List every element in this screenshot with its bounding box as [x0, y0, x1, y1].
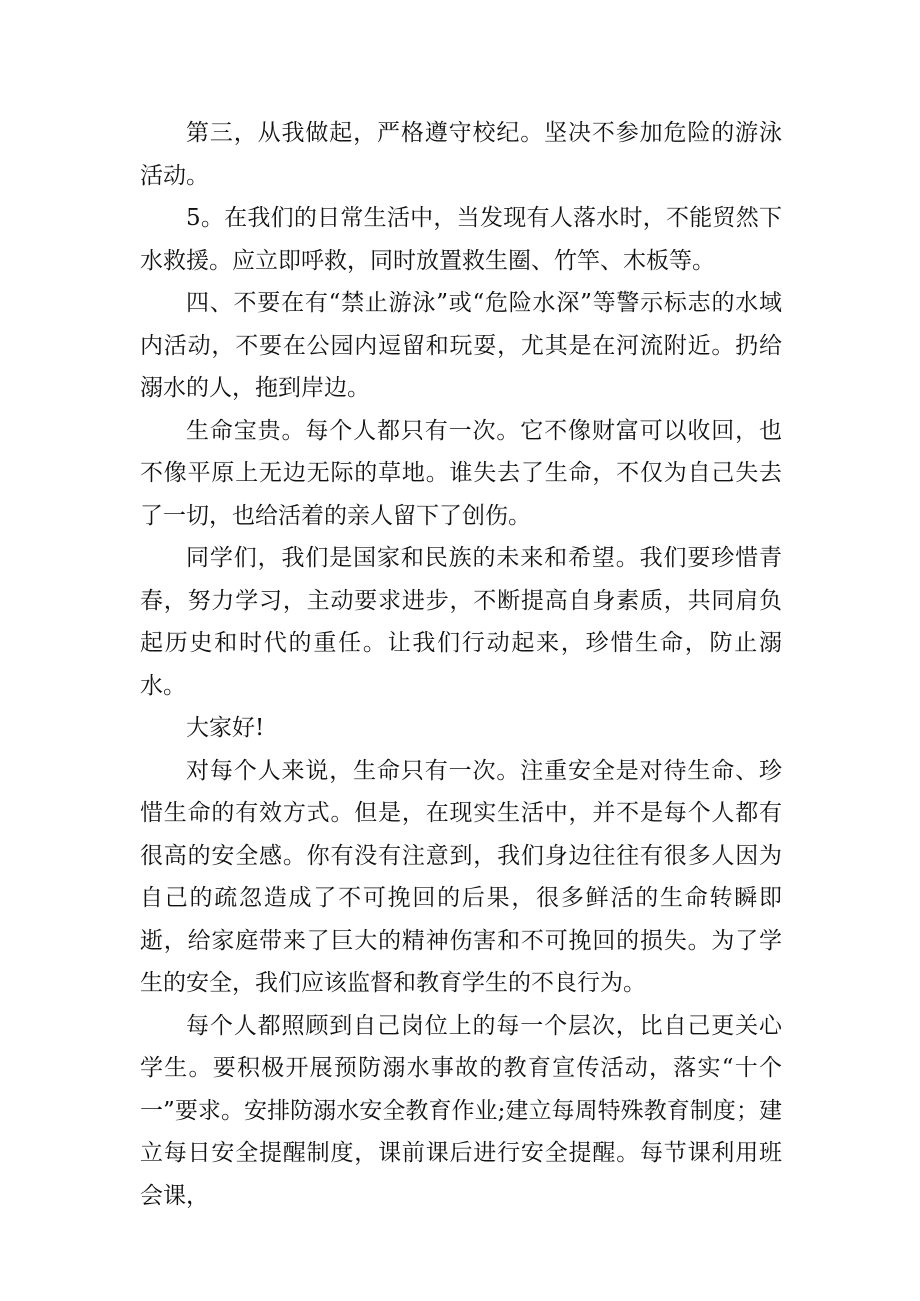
- paragraph-prevention-measures: 每个人都照顾到自己岗位上的每一个层次，比自己更关心学生。要积极开展预防溺水事故的教育宣传活动，落实“十个一”要求。安排防溺水安全教育作业;建立每周特殊教育制度；建立每日安全提醒制度，课前课后进行安全提醒。每节课利用班会课，: [140, 1012, 782, 1209]
- paragraph-rescue-advice: 5。在我们的日常生活中，当发现有人落水时，不能贸然下水救援。应立即呼救，同时放置救生圈、竹竿、木板等。: [140, 205, 782, 274]
- paragraph-life-precious: 生命宝贵。每个人都只有一次。它不像财富可以收回，也不像平原上无边无际的草地。谁失去了生命，不仅为自己失去了一切，也给活着的亲人留下了创伤。: [140, 417, 782, 529]
- paragraph-rule-three: 第三，从我做起，严格遵守校纪。坚决不参加危险的游泳活动。: [140, 120, 782, 189]
- paragraph-students-appeal: 同学们，我们是国家和民族的未来和希望。我们要珍惜青春，努力学习，主动要求进步，不断提高自身素质，共同肩负起历史和时代的重任。让我们行动起来，珍惜生命，防止溺水。: [140, 545, 782, 699]
- paragraph-safety-awareness: 对每个人来说，生命只有一次。注重安全是对待生命、珍惜生命的有效方式。但是，在现实生活中，并不是每个人都有很高的安全感。你有没有注意到，我们身边往往有很多人因为自己的疏忽造成了不可挽回的后果，很多鲜活的生命转瞬即逝，给家庭带来了巨大的精神伤害和不可挽回的损失。为了学生的安全，我们应该监督和教育学生的不良行为。: [140, 757, 782, 996]
- document-body: [140, 112, 782, 1217]
- paragraph-rule-four: 四、不要在有“禁止游泳”或“危险水深”等警示标志的水域内活动，不要在公园内逗留和玩耍，尤其是在河流附近。扔给溺水的人，拖到岸边。: [140, 290, 782, 401]
- paragraph-greeting: 大家好!: [186, 715, 265, 741]
